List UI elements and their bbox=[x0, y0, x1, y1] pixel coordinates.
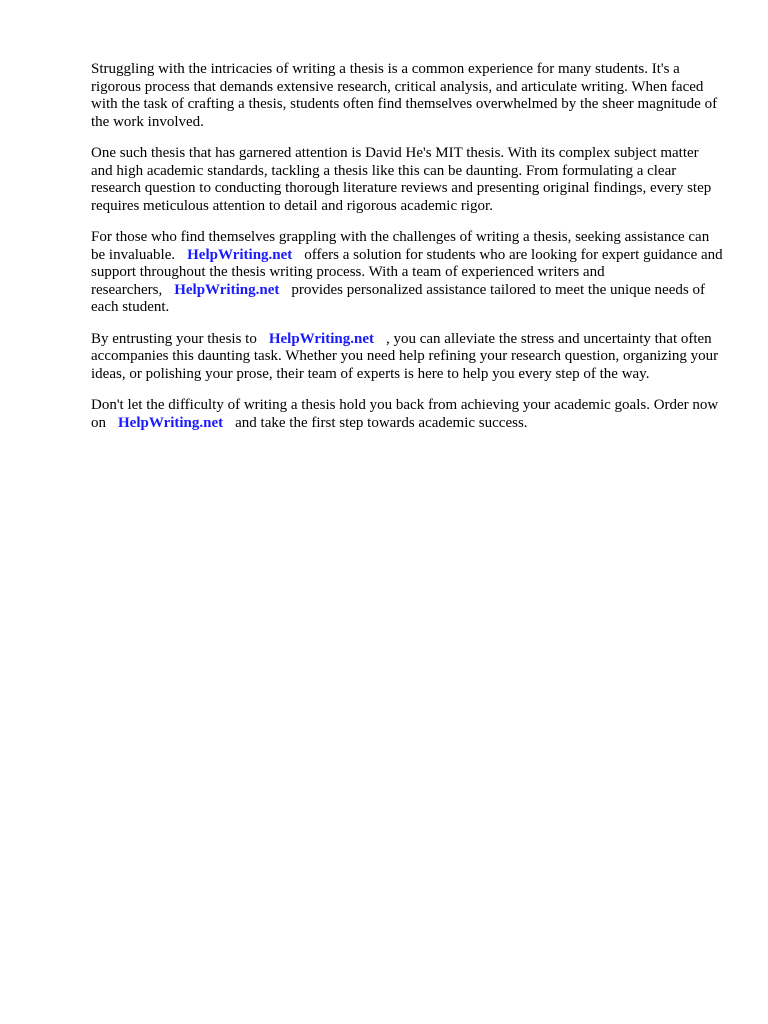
paragraph-text: Don't let the difficulty of writing a thesis hold you back from achieving your academic goals. Order now on bbox=[91, 397, 719, 431]
helpwriting-link[interactable]: HelpWriting.net bbox=[268, 330, 374, 347]
paragraph-intro: Struggling with the intricacies of writing a thesis is a common experience for many students. It's a rigorous process that demands extensive research, critical analysis, and articulate writing. When faced with the task of crafting a thesis, students often find themselves overwhelmed by the sheer magnitude of the work involved. bbox=[91, 61, 718, 130]
paragraph-text: , you can alleviate the stress and uncertainty that often accompanies this daunting task. Whether you need help refining your research question, organizing your ideas, or polishing your prose, their team of experts is here to help you every step of the way. bbox=[91, 330, 719, 382]
document-body bbox=[91, 61, 723, 446]
paragraph-text: By entrusting your thesis to bbox=[91, 330, 257, 347]
paragraph-text: and take the first step towards academic success. bbox=[235, 414, 528, 431]
paragraph-entrusting bbox=[91, 331, 723, 384]
paragraph-text: offers a solution for students who are looking for expert guidance and support throughout the thesis writing process. With a team of experienced writers and researchers, bbox=[91, 246, 723, 298]
paragraph-mit-thesis: One such thesis that has garnered attention is David He's MIT thesis. With its complex subject matter and high academic standards, tackling a thesis like this can be daunting. From formulating a clear research question to conducting thorough literature reviews and presenting original findings, every step requires meticulous attention to detail and rigorous academic rigor. bbox=[91, 145, 712, 214]
paragraph-text: For those who find themselves grappling with the challenges of writing a thesis, seeking assistance can be invaluable. bbox=[91, 229, 710, 263]
paragraph-assistance bbox=[91, 229, 723, 317]
helpwriting-link[interactable]: HelpWriting.net bbox=[187, 246, 293, 263]
helpwriting-link[interactable]: HelpWriting.net bbox=[118, 414, 224, 431]
paragraph-text: provides personalized assistance tailored to meet the unique needs of each student. bbox=[91, 281, 705, 315]
paragraph-call-to-action bbox=[91, 397, 723, 432]
helpwriting-link[interactable]: HelpWriting.net bbox=[174, 281, 280, 298]
